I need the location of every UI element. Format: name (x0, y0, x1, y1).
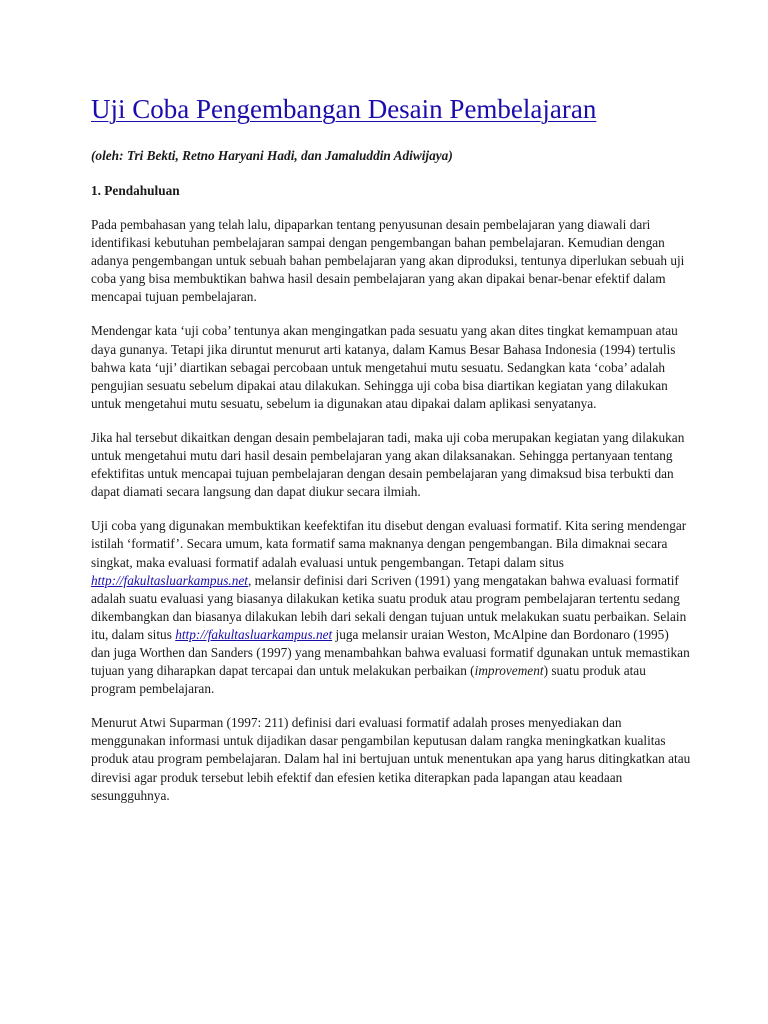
paragraph-2: Mendengar kata ‘uji coba’ tentunya akan mengingatkan pada sesuatu yang akan dites tingkat kemampuan atau daya gunanya. Tetapi jika diruntut menurut arti katanya, dalam Kamus Besar Bahasa Indonesia (1994) tertulis bahwa kata ‘uji’ diartikan sebagai percobaan untuk mengetahui mutu sesuatu. Sedangkan kata ‘coba’ adalah pengujian sesuatu sebelum dipakai atau dilakukan. Sehingga uji coba bisa diartikan kegiatan yang dilakukan untuk mengetahui mutu sesuatu, sebelum ia digunakan atau dipakai dalam aplikasi senyatanya. (91, 323, 678, 411)
fakultasluarkampus-link-2[interactable]: http://fakultasluarkampus.net (175, 626, 333, 642)
paragraph-3: Jika hal tersebut dikaitkan dengan desain pembelajaran tadi, maka uji coba merupakan kegiatan yang dilakukan untuk mengetahui mutu dari hasil desain pembelajaran yang akan dilaksanakan. Sehingga pertanyaan tentang efektifitas untuk mencapai tujuan pembelajaran dengan desain pembelajaran yang dimaksud bisa terbukti dan dapat diamati secara langsung dan dapat diukur secara ilmiah. (91, 429, 685, 500)
paragraph-4-text-2: , melansir definisi dari Scriven (1991) yang mengatakan bahwa evaluasi formatif adalah suatu evaluasi yang biasanya dilakukan ketika suatu produk atau program pembelajaran tertentu sedang dikembangkan dan biasanya dilakukan lebih dari sekali dengan tujuan untuk melakukan suatu perbaikan. Selain itu, dalam situs (91, 572, 687, 642)
paragraph-4-text-1: Uji coba yang digunakan membuktikan keefektifan itu disebut dengan evaluasi formatif. Kita sering mendengar istilah ‘formatif’. Secara umum, kata formatif sama maknanya dengan pengembangan. Bila dimaknai secara singkat, maka evaluasi formatif adalah evaluasi untuk pengembangan. Tetapi dalam situs (91, 518, 687, 570)
paragraph-4 (91, 517, 691, 698)
paragraph-4-text-3: juga melansir uraian Weston, McAlpine dan Bordonaro (1995) dan juga Worthen dan Sanders (1997) yang menambahkan bahwa evaluasi formatif dgunakan untuk memastikan tujuan yang diharapkan dapat tercapai dan untuk melakukan perbaikan ( (91, 626, 690, 679)
paragraph-1: Pada pembahasan yang telah lalu, dipaparkan tentang penyusunan desain pembelajaran yang diawali dari identifikasi kebutuhan pembelajaran sampai dengan pengembangan bahan pembelajaran. Kemudian dengan adanya pengembangan untuk sebuah bahan pembelajaran yang akan diproduksi, tentunya diperlukan sebuah uji coba yang bisa membuktikan bahwa hasil desain pembelajaran yang akan dipakai benar-benar efektif dalam mencapai tujuan pembelajaran. (91, 217, 685, 305)
paragraph-4-text-4: ) suatu produk atau program pembelajaran. (91, 663, 646, 697)
paragraph-5: Menurut Atwi Suparman (1997: 211) definisi dari evaluasi formatif adalah proses menyediakan dan menggunakan informasi untuk dijadikan dasar pengambilan keputusan dalam rangka meningkatkan kualitas produk atau program pembelajaran. Dalam hal ini bertujuan untuk menentukan apa yang harus ditingkatkan atau direvisi agar produk tersebut lebih efektif dan efesien ketika diterapkan pada lapangan atau keadaan sesungguhnya. (91, 715, 691, 803)
document-title-link[interactable]: Uji Coba Pengembangan Desain Pembelajaran (91, 94, 597, 124)
author-byline: (oleh: Tri Bekti, Retno Haryani Hadi, dan Jamaluddin Adiwijaya) (91, 148, 453, 163)
section-heading: 1. Pendahuluan (91, 183, 180, 198)
document-page (91, 92, 691, 805)
fakultasluarkampus-link-1[interactable]: http://fakultasluarkampus.net (91, 572, 248, 588)
improvement-term: improvement (474, 663, 544, 679)
